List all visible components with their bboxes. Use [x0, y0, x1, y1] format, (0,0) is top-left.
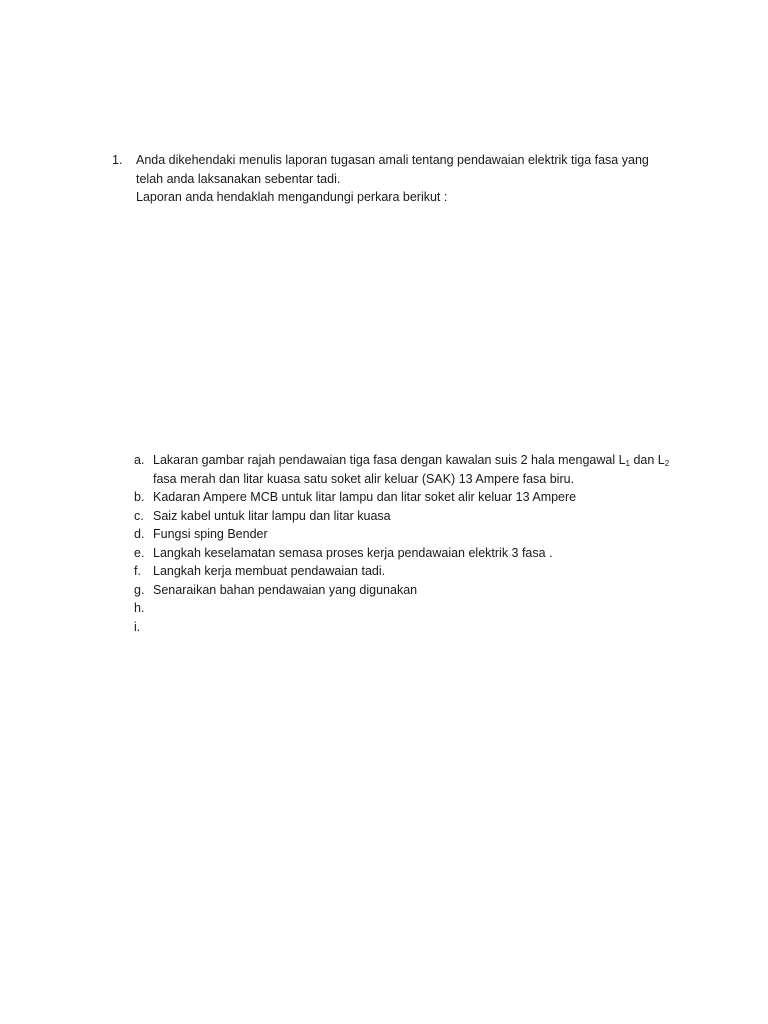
list-item-text-part: dan L: [630, 453, 665, 467]
list-item: [134, 599, 694, 618]
subscript: 2: [664, 459, 670, 468]
list-item: [134, 525, 694, 544]
question-number: 1.: [112, 153, 123, 167]
list-item: [134, 507, 694, 526]
question-row: [112, 151, 712, 207]
list-item-text: Kadaran Ampere MCB untuk litar lampu dan litar soket alir keluar 13 Ampere: [153, 490, 577, 504]
list-item-letter: e.: [134, 545, 145, 560]
list-item-text: Langkah keselamatan semasa proses kerja pendawaian elektrik 3 fasa .: [153, 545, 553, 560]
list-item: [134, 488, 694, 507]
question-text: [136, 151, 712, 207]
list-item-text: [153, 451, 694, 488]
list-item: [134, 451, 694, 488]
list-item-letter: a.: [134, 453, 145, 467]
list-item: [134, 562, 694, 581]
list-item-text: Senaraikan bahan pendawaian yang digunakan: [153, 582, 418, 597]
list-item-letter: b.: [134, 490, 145, 504]
list-item-letter: i.: [134, 619, 141, 634]
list-item-text: Fungsi sping Bender: [153, 527, 268, 541]
list-item-text-part: Lakaran gambar rajah pendawaian tiga fasa dengan kawalan suis 2 hala mengawal L: [153, 453, 626, 467]
question-line: Anda dikehendaki menulis laporan tugasan amali tentang pendawaian elektrik tiga fasa yang: [136, 153, 649, 167]
question-line: telah anda laksanakan sebentar tadi.: [136, 171, 341, 186]
list-item: [134, 544, 694, 563]
list-item-letter: g.: [134, 582, 145, 597]
list-item-letter: h.: [134, 601, 145, 615]
requirements-list: [134, 451, 694, 636]
list-item-letter: c.: [134, 508, 144, 523]
list-item: [134, 618, 694, 637]
question-block: [112, 151, 712, 207]
question-line: Laporan anda hendaklah mengandungi perkara berikut :: [136, 190, 448, 204]
list-item-letter: f.: [134, 564, 141, 578]
list-item: [134, 581, 694, 600]
subscript: 1: [625, 459, 630, 468]
list-item-letter: d.: [134, 527, 145, 541]
list-item-text: Langkah kerja membuat pendawaian tadi.: [153, 564, 386, 578]
list-item-text: Saiz kabel untuk litar lampu dan litar kuasa: [153, 508, 391, 523]
list-item-text-part: fasa merah dan litar kuasa satu soket alir keluar (SAK) 13 Ampere fasa biru.: [153, 471, 575, 486]
